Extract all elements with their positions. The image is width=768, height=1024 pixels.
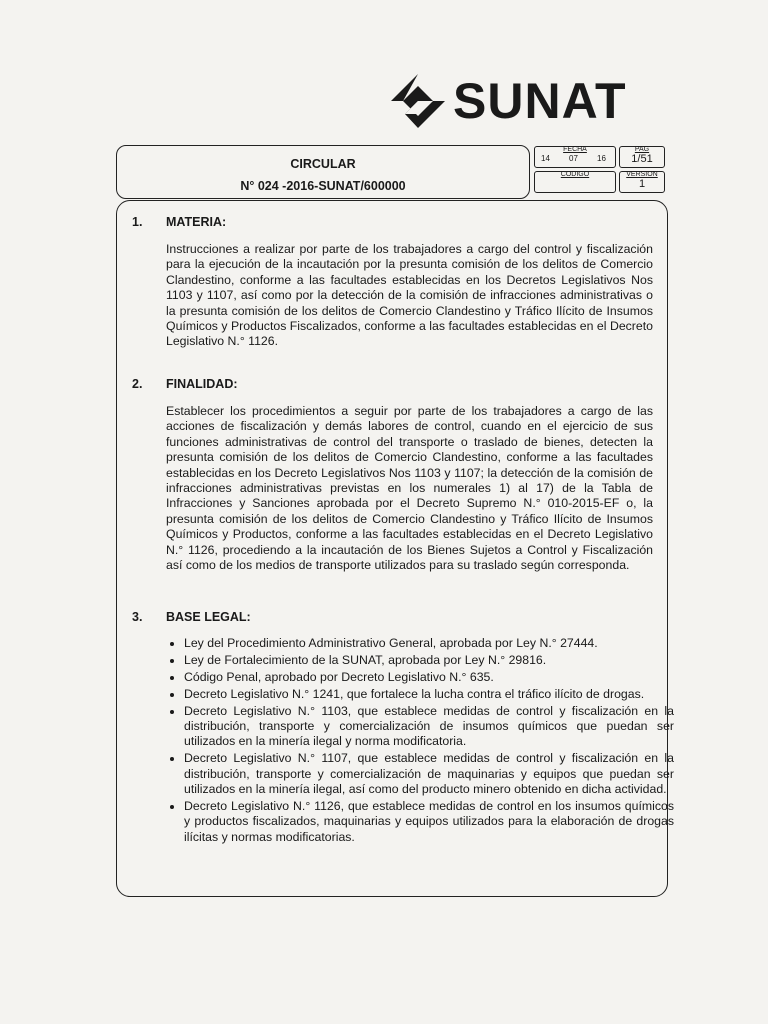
section-3-number: 3. [132, 610, 143, 624]
legal-basis-item: • Ley de Fortalecimiento de la SUNAT, aprobada por Ley N.° 29816. [184, 653, 674, 668]
legal-basis-item: • Ley del Procedimiento Administrativo General, aprobada por Ley N.° 27444. [184, 636, 674, 651]
circular-number: N° 024 -2016-SUNAT/600000 [240, 179, 406, 193]
sunat-logo [383, 70, 663, 132]
legal-basis-item: • Decreto Legislativo N.° 1103, que establece medidas de control y fiscalización en la distribución, transporte y comercialización de insumos químicos que puedan ser utilizados en la minería ilegal y norma modificatoria. [184, 704, 674, 750]
fecha-year: 16 [597, 154, 606, 163]
pag-box [619, 146, 665, 168]
sunat-logo-text: SUNAT [453, 73, 627, 129]
pag-value: 1/51 [631, 153, 653, 165]
fecha-label: FECHA [563, 146, 587, 153]
version-label: VERSION [626, 171, 658, 178]
section-1-title: MATERIA: [166, 215, 227, 229]
fecha-box [534, 146, 616, 168]
section-1-text: Instrucciones a realizar por parte de los trabajadores a cargo del control y fiscalización para la ejecución de la incautación por la presunta comisión de los delitos de Comercio Clandestino, conforme a las facultades establecidas en los Decretos Legislativos Nos 1103 y 1107, así como por la detección de la comisión de infracciones administrativas o la presunta comisión de los delitos de Comercio Clandestino y Tráfico Ilícito de Insumos Químicos y Productos Fiscalizados, conforme a las facultades establecidas en el Decreto Legislativo N.° 1126. [166, 242, 653, 349]
codigo-box [534, 171, 616, 193]
section-2-text: Establecer los procedimientos a seguir por parte de los trabajadores a cargo de las acciones de fiscalización y demás labores de control, cuando en el ejercicio de sus funciones administrativas de control del transporte o traslado de bienes, detecten la presunta comisión de los delitos de Comercio Clandestino, conforme a las facultades establecidas en los Decreto Legislativos Nos 1103 y 1107; la detección de la comisión de infracciones administrativas previstas en los numerales 1) al 17) de la Tabla de Infracciones y Sanciones aprobada por el Decreto Supremo N.° 010-2015-EF o, la presunta comisión de los delitos de Comercio Clandestino y Tráfico Ilícito de Insumos Químicos y Productos, conforme a las facultades establecidas en el Decreto Legislativo N.° 1126, procediendo a la incautación de los Bienes Sujetos a Control y Fiscalización así como de los medios de transporte utilizados para su traslado según corresponda. [166, 404, 653, 573]
fecha-day: 14 [541, 154, 550, 163]
section-3-title: BASE LEGAL: [166, 610, 251, 624]
legal-basis-item: • Decreto Legislativo N.° 1107, que establece medidas de control y fiscalización en la distribución, transporte y comercialización de maquinarias y equipos que puedan ser utilizados en la minería ilegal, así como del producto minero obtenido en dicha actividad. [184, 751, 674, 797]
section-2-number: 2. [132, 377, 143, 391]
document-type: CIRCULAR [290, 157, 356, 171]
pag-label: PAG [634, 146, 650, 153]
legal-basis-item: • Decreto Legislativo N.° 1126, que establece medidas de control en los insumos químicos y productos fiscalizados, maquinarias y equipos utilizados para la elaboración de drogas ilícitas y normas modificatorias. [184, 799, 674, 845]
version-box [619, 171, 665, 193]
version-value: 1 [638, 178, 646, 190]
codigo-label: CODIGO [560, 171, 590, 178]
legal-basis-item: • Código Penal, aprobado por Decreto Legislativo N.° 635. [184, 670, 674, 685]
fecha-month: 07 [569, 154, 578, 163]
section-1-number: 1. [132, 215, 143, 229]
section-2-title: FINALIDAD: [166, 377, 238, 391]
sunat-emblem-icon [383, 70, 453, 132]
legal-basis-item: • Decreto Legislativo N.° 1241, que fortalece la lucha contra el tráfico ilícito de drogas. [184, 687, 674, 702]
circular-header [116, 145, 530, 199]
legal-basis-list [166, 636, 674, 847]
